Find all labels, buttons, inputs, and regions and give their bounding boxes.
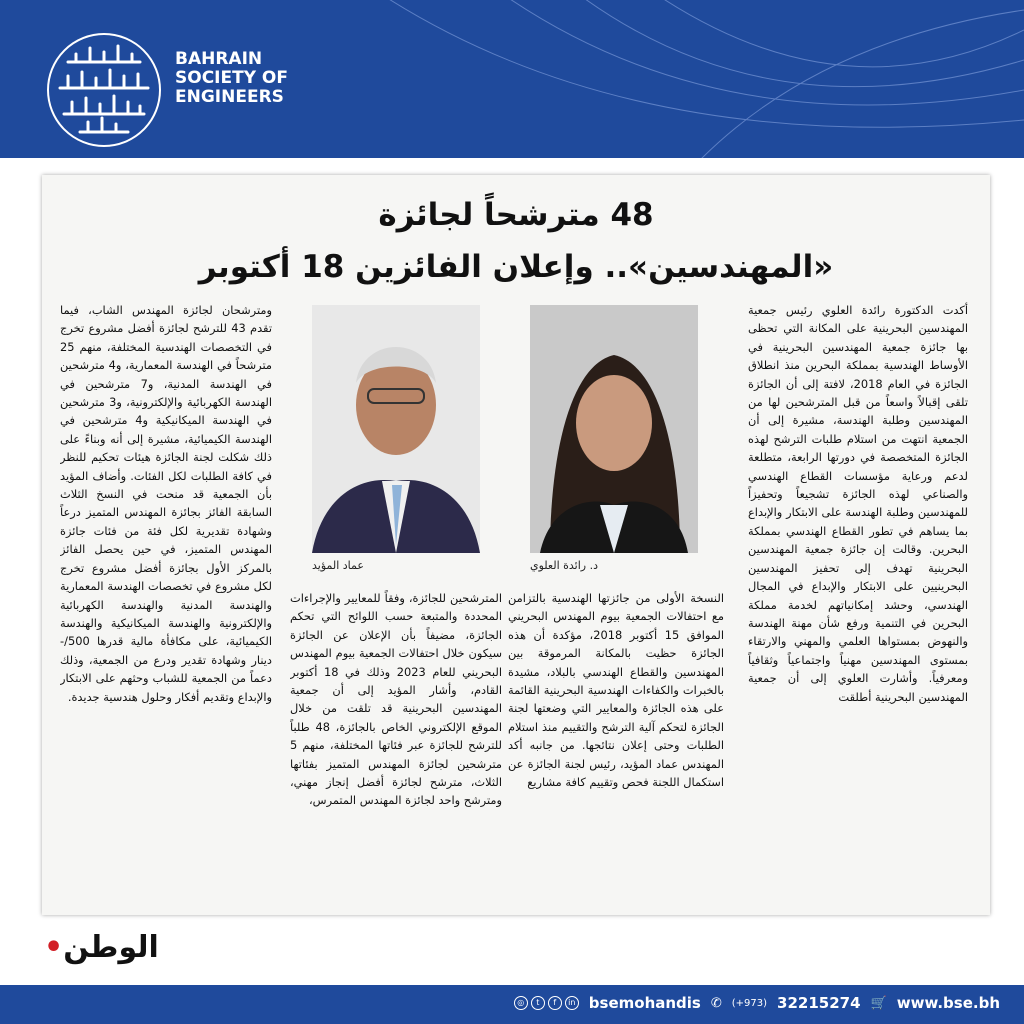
instagram-icon[interactable]: ◎ (514, 996, 528, 1010)
headline-line1: 48 مترشحاً لجائزة (378, 197, 654, 233)
phone-prefix: (+973) (731, 997, 768, 1009)
newspaper-clipping (42, 175, 990, 915)
photo1-caption: د. رائدة العلوي (530, 559, 599, 572)
article-column-4: ومترشحان لجائزة المهندس الشاب، فيما تقدم 43 للترشح لجائزة أفضل مشروع تخرج في التخصصات الهندسية المختلفة، منهم 25 مترشحاً في الهندسة المعمارية، و4 مترشحين في الهندسة المدنية، و7 مترشحين في الهندسة الكهربائية والإلكترونية، و3 مترشحين في الهندسة الميكانيكية و4 مترشحين في الهندسة الكيميائية، مشيرة إلى أنه وبناءً على ذلك شكلت لجنة الجائزة هيئات تحكيم للنظر في كافة الطلبات لكل الفئات. وأضاف المؤيد بأن الجمعية قد منحت في النسخ الثلاث السابقة الفائز بجائزة المهندس المتميز درعاً وشهادة تقديرية لكل فئة من فئات جائزة المهندس المتميز، في حين يحصل الفائز بالمركز الأول بجائزة أفضل مشروع تخرج لكل مشروع في تخصصات الهندسة المعمارية والهندسة المدنية والهندسة الكهربائية والإلكترونية والهندسة الميكانيكية والهندسة الكيميائية، على مكافأة مالية قدرها 500/- دينار وشهادة تقدير ودرع من الجمعية، وذلك دعماً من الجمعية للشباب وحثهم على الابتكار والإبداع وتقديم أفكار وحلول هندسية جديدة. (60, 303, 272, 704)
masthead-text: الوطن (63, 930, 159, 965)
photo2-caption: عماد المؤيد (312, 559, 364, 572)
linkedin-icon[interactable]: in (565, 996, 579, 1010)
org-name-line: ENGINEERS (175, 87, 284, 107)
website-link[interactable]: www.bse.bh (896, 994, 1000, 1012)
org-name-line: BAHRAIN (175, 49, 263, 69)
footer-bar (0, 985, 1024, 1024)
photo-raeda-alalawi (530, 305, 698, 553)
whatsapp-icon: ✆ (710, 995, 722, 1011)
footer-contact (514, 994, 1000, 1012)
cart-icon: 🛒 (870, 995, 887, 1011)
article-column-1: أكدت الدكتورة رائدة العلوي رئيس جمعية المهندسين البحرينية على المكانة التي تحظى بها جائزة جمعية المهندسين البحرينية في الأوساط الهندسية بمملكة البحرين منذ انطلاق الجائزة في العام 2018، لافتة إلى أن الجائزة تلقى إقبالاً واسعاً من قبل المترشحين لها من المهندسين وطلبة الهندسة، مشيرة إلى أن الجمعية انتهت من استلام طلبات الترشح لهذه الجائزة المتخصصة في دورتها الرابعة، متطلعة لدعم ورعاية مؤسسات القطاع الهندسي والصناعي لهذه الجائزة تشجيعاً وتحفيزاً للمهندسين وطلبة الهندسة على الابتكار والإبداع بما يساهم في تطور القطاع الهندسي بمملكة البحرين. وقالت إن جائزة جمعية المهندسين البحرينية تهدف إلى تحفيز المهندسين البحرينيين على الابتكار والإبداع في المجال الهندسي، وحشد إمكانياتهم لخدمة مملكة البحرين في التنمية ورفع شأن مهنة الهندسة والنهوض بمستواها العلمي والمهني والارتقاء بمستوى المهندسين مهنياً واجتماعياً وثقافياً ومعرفياً. وأشارت العلوي إلى أن جمعية المهندسين البحرينية أطلقت (748, 303, 968, 704)
facebook-icon[interactable]: f (548, 996, 562, 1010)
masthead-dot-icon: • (44, 930, 64, 965)
header-banner (0, 0, 1024, 158)
bse-logo-icon[interactable] (46, 32, 162, 148)
article-column-2: النسخة الأولى من جائزتها الهندسية بالتزامن مع احتفالات الجمعية بيوم المهندس البحريني الموافق 15 أكتوبر 2018، مؤكدة أن هذه الجائزة حظيت بالمكانة المرموقة بين المهندسين والقطاع الهندسي بالبلاد، مشيدة بالخبرات والكفاءات الهندسية البحرينية القائمة على هذه الجائزة والمعايير التي وضعتها لجنة الجائزة لتحكم آلية الترشح والتقييم منذ استلام الطلبات وحتى إعلان نتائجها. من جانبه أكد المهندس عماد المؤيد، رئيس لجنة الجائزة عن استكمال اللجنة فحص وتقييم كافة مشاريع (508, 591, 724, 790)
org-name (175, 50, 288, 107)
social-icons (514, 996, 579, 1010)
newspaper-masthead (44, 930, 159, 965)
photo-emad-almoayyed (312, 305, 480, 553)
social-handle[interactable]: bsemohandis (588, 994, 701, 1012)
twitter-icon[interactable]: t (531, 996, 545, 1010)
org-name-line: SOCIETY OF (175, 68, 288, 88)
headline-line2: «المهندسين».. وإعلان الفائزين 18 أكتوبر (198, 249, 834, 285)
phone-number[interactable]: 32215274 (777, 994, 861, 1012)
article-column-3: المترشحين للجائزة، وفقاً للمعايير والإجراءات المحددة والمتبعة حسب اللوائح التي تحكم الجائزة، مضيفاً بأن الإعلان عن الجائزة سيكون خلال احتفالات الجمعية بيوم المهندس البحريني للعام 2023 وذلك في 18 أكتوبر القادم، وأشار المؤيد إلى أن جمعية المهندسين البحرينية قد تلقت من خلال الموقع الإلكتروني الخاص بالجائزة، 48 طلباً للترشح للجائزة عبر فئاتها المختلفة، منهم 5 مترشحين لجائزة المهندس المتميز بفئاتها الثلاث، مترشح لجائزة أفضل إنجاز مهني، ومترشح واحد لجائزة المهندس المتمرس، (290, 591, 502, 808)
